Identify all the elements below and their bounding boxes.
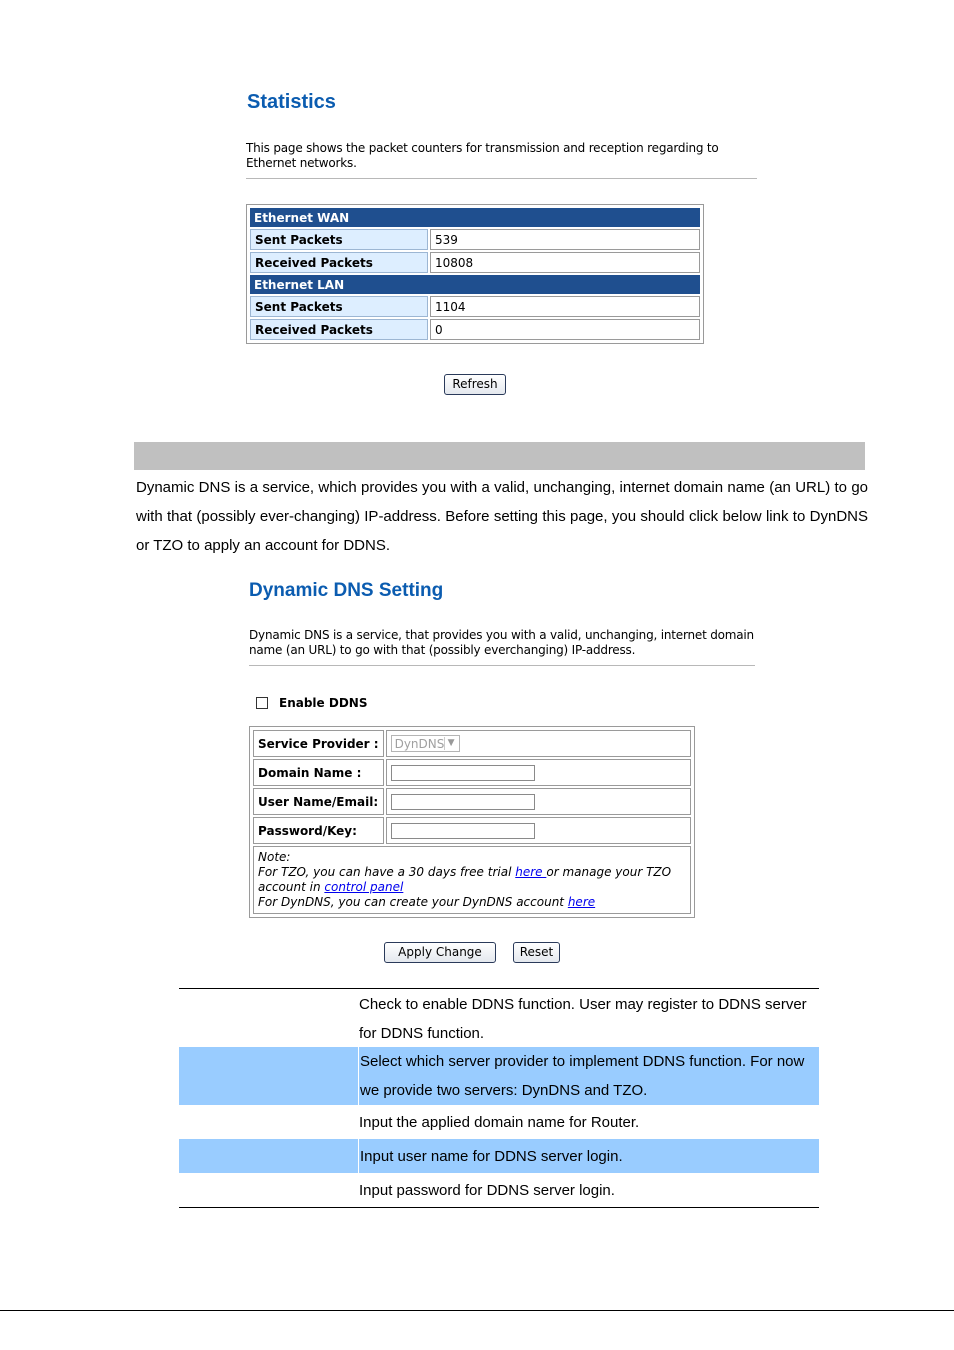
ddns-note [253,846,691,914]
refresh-button[interactable]: Refresh [444,374,506,395]
divider [249,665,755,666]
dyndns-signup-link[interactable]: here [567,895,596,909]
domain-name-input[interactable] [391,765,535,781]
apply-change-button[interactable]: Apply Change [384,942,496,963]
field-name-cell [179,1047,359,1105]
enable-ddns-checkbox[interactable] [256,697,268,709]
statistics-description: This page shows the packet counters for transmission and reception regarding to Ethernet networks. [246,141,719,170]
wan-sent-packets-label: Sent Packets [250,229,428,250]
note-tzo-text-2: or manage your TZO account in [258,865,672,894]
lan-sent-packets-value: 1104 [430,296,700,317]
ddns-intro-paragraph: Dynamic DNS is a service, which provides you with a valid, unchanging, internet domain name (an URL) to go with that (possibly ever-changing) IP-address. Before setting this page, you should click below link to DynDNS or TZO to apply an account for DDNS. [136,479,868,554]
reset-button[interactable]: Reset [513,942,560,963]
footer-rule [0,1310,954,1311]
username-input[interactable] [391,794,535,810]
service-provider-label: Service Provider : [253,730,384,757]
service-provider-cell [386,730,691,757]
lan-sent-packets-label: Sent Packets [250,296,428,317]
note-tzo [258,865,686,895]
ethernet-wan-header: Ethernet WAN [250,208,700,227]
note-dyndns-text: For DynDNS, you can create your DynDNS account [258,895,568,909]
note-dyndns [258,895,686,910]
password-label: Password/Key: [253,817,384,844]
field-description-table [179,988,819,1208]
table-row [179,1047,819,1105]
enable-ddns-row [256,696,367,710]
username-label: User Name/Email: [253,788,384,815]
field-description: Input user name for DDNS server login. [360,1147,623,1165]
chevron-down-icon: ▼ [444,737,458,750]
domain-name-cell [386,759,691,786]
ddns-title: Dynamic DNS Setting [249,580,444,601]
ethernet-lan-header: Ethernet LAN [250,275,700,294]
wan-received-packets-value: 10808 [430,252,700,273]
table-row [179,1173,819,1207]
service-provider-select[interactable] [391,735,460,752]
field-name-cell [179,1139,359,1173]
ddns-description: Dynamic DNS is a service, that provides you with a valid, unchanging, internet domain name (an URL) to go with that (possibly everchanging) IP-address. [249,628,754,657]
tzo-trial-link[interactable]: here [515,865,547,879]
divider [246,178,757,179]
enable-ddns-label: Enable DDNS [279,696,368,710]
wan-received-packets-label: Received Packets [250,252,428,273]
tzo-control-panel-link[interactable]: control panel [324,880,404,894]
field-description: Check to enable DDNS function. User may register to DDNS server for DDNS function. [359,996,807,1042]
field-description: Input password for DDNS server login. [359,1181,615,1199]
wan-sent-packets-value: 539 [430,229,700,250]
note-tzo-text-1: For TZO, you can have a 30 days free trial [258,865,516,879]
field-name-cell [179,989,358,1047]
field-description: Select which server provider to implement DDNS function. For now we provide two servers: DynDNS and TZO. [360,1053,805,1099]
lan-received-packets-label: Received Packets [250,319,428,340]
ddns-form [249,726,695,918]
table-row [179,1105,819,1139]
table-row [179,989,819,1047]
statistics-title: Statistics [247,91,336,113]
table-bottom-rule [179,1207,819,1208]
table-row [179,1139,819,1173]
note-title: Note: [258,850,291,864]
section-heading-bar [134,442,865,470]
field-description: Input the applied domain name for Router. [359,1113,640,1131]
password-cell [386,817,691,844]
domain-name-label: Domain Name : [253,759,384,786]
password-input[interactable] [391,823,535,839]
service-provider-value: DynDNS [394,737,445,751]
username-cell [386,788,691,815]
lan-received-packets-value: 0 [430,319,700,340]
statistics-table [246,204,704,344]
